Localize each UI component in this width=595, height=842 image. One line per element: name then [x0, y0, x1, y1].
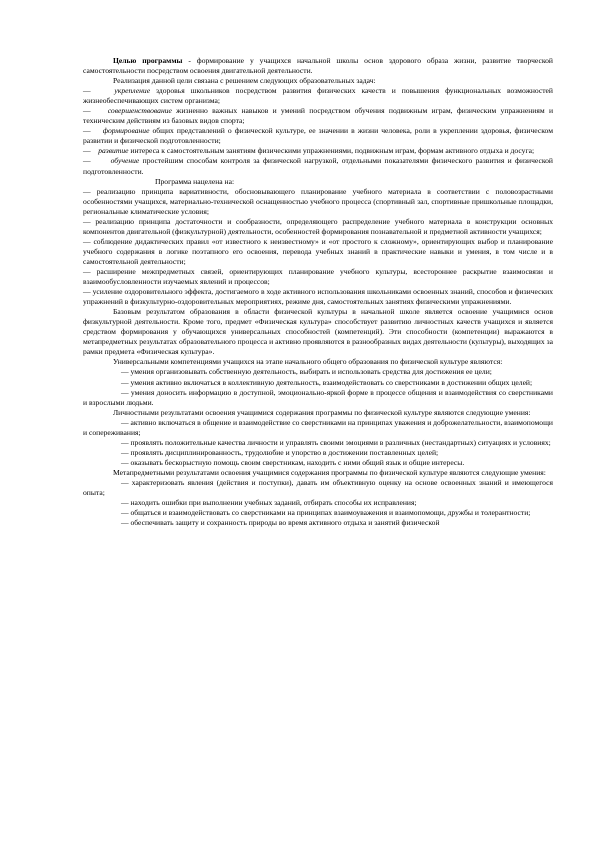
personal-item: — проявлять дисциплинированность, трудолюбие и упорство в достижении поставленных целей;: [121, 447, 439, 457]
meta-item: — общаться и взаимодействовать со сверстниками на принципах взаимоуважения и взаимопомощи, дружбы и толерантности;: [121, 508, 531, 518]
orientation-item: — соблюдение дидактических правил «от известного к неизвестному» и «от простого к сложному», ориентирующих выбор и планирование учебного содержания в логике поэтапного его освоения, перевода учебных знаний в практические навыки и умения, в том числе и в самостоятельной деятельности;: [83, 236, 553, 266]
task-term: совершенствование: [107, 106, 172, 116]
personal-item: — активно включаться в общение и взаимодействие со сверстниками на принципах уважения и доброжелательности, взаимопомощи и сопереживания;: [83, 417, 553, 437]
orientation-heading: Программа нацелена на:: [155, 176, 235, 186]
task-item: — формирование общих представлений о физической культуре, ее значении в жизни человека, роли в укреплении здоровья, физическом развитии и физической подготовленности;: [83, 126, 553, 146]
meta-item: — обеспечивать защиту и сохранность природы во время активного отдыха и занятий физической: [121, 518, 440, 528]
task-item: — развитие интереса к самостоятельным занятиям физическими упражнениями, подвижным играм, формам активного отдыха и досуга;: [83, 146, 535, 156]
task-item: — обучение простейшим способам контроля за физической нагрузкой, отдельными показателями физического развития и физической подготовленности.: [83, 156, 553, 176]
task-term: развитие: [98, 146, 129, 156]
task-text: общих представлений о физической культуре, ее значении в жизни человека, роли в укреплении здоровья, физическом развитии и физической подготовленности;: [83, 126, 553, 146]
orientation-item: — реализацию принципа вариативности, обосновывающего планирование учебного материала в соответствии с половозрастными особенностями учащихся, материально-технической оснащенностью учебного процесса (спортивный зал, спортивные пришкольные площадки, региональные климатические условия;: [83, 186, 553, 216]
document-page: [83, 56, 553, 528]
task-text: интереса к самостоятельным занятиям физическими упражнениями, подвижным играм, формам активного отдыха и досуга;: [128, 146, 535, 156]
task-term: обучение: [110, 156, 140, 166]
task-item: — укрепление здоровья школьников посредством развития физических качеств и повышения функциональных возможностей жизнеобеспечивающих систем организма;: [83, 86, 553, 106]
personal-item: — проявлять положительные качества личности и управлять своими эмоциями в различных (нестандартных) ситуациях и условиях;: [121, 437, 551, 447]
task-text: простейшим способам контроля за физической нагрузкой, отдельными показателями физического развития и физической подготовленности.: [83, 156, 553, 176]
goal-term: Целью программы: [113, 56, 183, 65]
universal-item: — умения организовывать собственную деятельность, выбирать и использовать средства для достижения ее цели;: [121, 367, 492, 377]
base-results-paragraph: Базовым результатом образования в области физической культуры в начальной школе является освоение учащимися основ физкультурной деятельности. Кроме того, предмет «Физическая культура» способствует развитию личностных качеств учащихся и является средством формирования у обучающихся универсальных способностей (компетенций). Эти способности (компетенции) выражаются в метапредметных результатах образовательного процесса и активно проявляются в разнообразных видах деятельности (культуры), выходящих за рамки предмета «Физическая культура».: [83, 307, 553, 357]
orientation-item: — расширение межпредметных связей, ориентирующих планирование учебного культуры, всестороннее раскрытие взаимосвязи и взаимообусловленности изучаемых явлений и процессов;: [83, 266, 553, 287]
personal-results-intro: Личностными результатами освоения учащимися содержания программы по физической культуре являются следующие умения:: [113, 407, 531, 417]
orientation-item: — усиление оздоровительного эффекта, достигаемого в ходе активного использования школьниками освоенных знаний, способов и физических упражнений в физкультурно-оздоровительных мероприятиях, режиме дня, самостоятельных занятиях физическими упражнениями.: [83, 287, 553, 307]
orientation-item: — реализацию принципа достаточности и сообразности, определяющего распределение учебного материала в конструкции основных компонентов двигательной (физкультурной) деятельности, особенностей формирования познавательной и предметной активности учащихся;: [83, 216, 553, 236]
universal-competencies-intro: Универсальными компетенциями учащихся на этапе начального общего образования по физической культуре являются:: [113, 357, 503, 367]
task-item: — совершенствование жизненно важных навыков и умений посредством обучения подвижным играм, физическим упражнениям и техническим действиям из базовых видов спорта;: [83, 106, 554, 126]
task-term: укрепление: [114, 86, 151, 96]
goal-paragraph: [83, 56, 553, 76]
goal-text: - формирование у учащихся начальной школы основ здорового образа жизни, развитие творческой самостоятельности посредством освоения двигательной деятельности.: [83, 56, 553, 76]
task-text: здоровья школьников посредством развития физических качеств и повышения функциональных возможностей жизнеобеспечивающих систем организма;: [83, 86, 553, 106]
task-text: жизненно важных навыков и умений посредством обучения подвижным играм, физическим упражнениям и техническим действиям из базовых видов спорта;: [83, 106, 554, 126]
meta-item: — находить ошибки при выполнении учебных заданий, отбирать способы их исправления;: [121, 498, 417, 508]
task-term: формирование: [102, 126, 150, 136]
meta-item: — характеризовать явления (действия и поступки), давать им объективную оценку на основе освоенных знаний и имеющегося опыта;: [83, 477, 553, 498]
universal-item: — умения доносить информацию в доступной, эмоционально-яркой форме в процессе общения и взаимодействия со сверстниками и взрослыми людьми.: [83, 387, 553, 407]
universal-item: — умения активно включаться в коллективную деятельность, взаимодействовать со сверстниками в достижении общих целей;: [121, 377, 533, 387]
tasks-intro: Реализация данной цели связана с решением следующих образовательных задач:: [113, 76, 376, 86]
meta-results-intro: Метапредметными результатами освоения учащимися содержания программы по физической культуре являются следующие умения:: [113, 467, 546, 477]
personal-item: — оказывать бескорыстную помощь своим сверстникам, находить с ними общий язык и общие интересы.: [121, 457, 465, 467]
